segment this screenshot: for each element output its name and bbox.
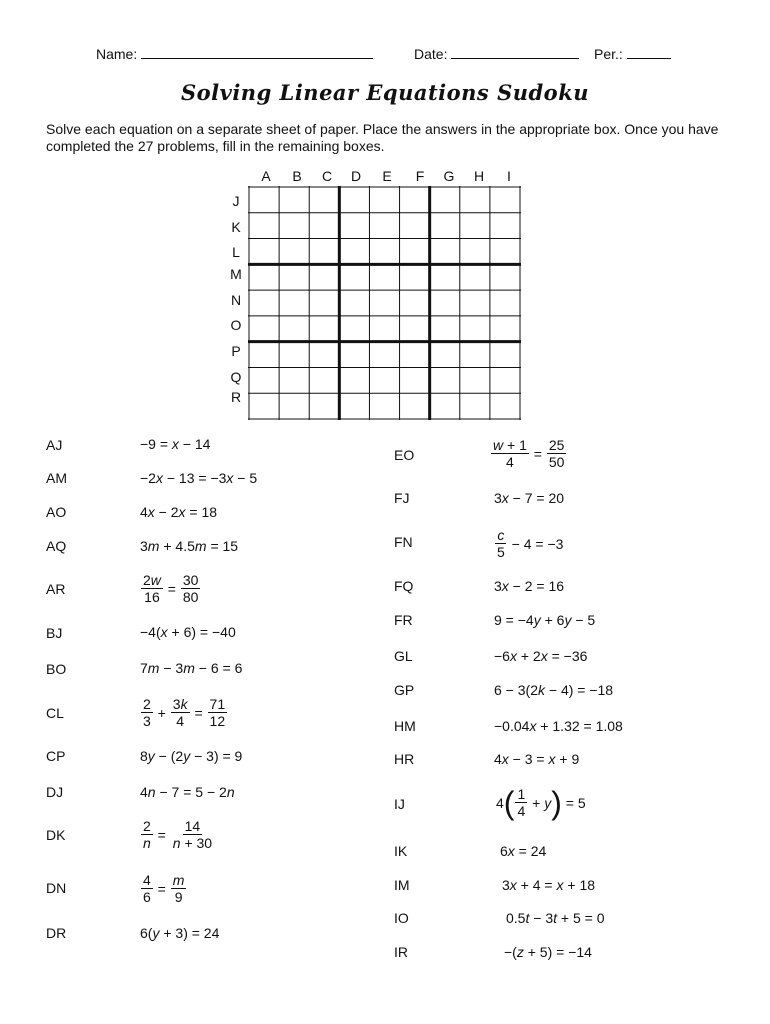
problem-equation: w + 1 4 = 25 50 (493, 437, 565, 470)
grid-cell-aj[interactable] (250, 188, 278, 212)
problem-equation: 3 x − 7 = 20 (494, 490, 565, 506)
problem-label: FJ (394, 490, 410, 506)
sudoku-grid-lines (248, 186, 521, 420)
problem-equation: 6 x = 24 (500, 843, 547, 859)
name-label: Name: (96, 46, 138, 62)
problem-equation: 4 x − 2 x = 18 (140, 504, 218, 520)
grid-cell-ip[interactable] (491, 343, 519, 367)
grid-cell-eq[interactable] (370, 368, 398, 392)
row-header-k: K (231, 219, 241, 235)
problem-label: AR (46, 581, 66, 597)
instructions: Solve each equation on a separate sheet of paper. Place the answers in the appropriate box. Once you have completed the 27 problems, fill in the remaining boxes. (46, 121, 719, 154)
grid-cell-hn[interactable] (461, 291, 489, 315)
column-header-g: G (443, 168, 455, 184)
problem-equation: 0.5 t − 3 t + 5 = 0 (506, 910, 605, 926)
grid-cell-hr[interactable] (461, 394, 489, 418)
problem-label: CP (46, 748, 66, 764)
problem-label: IO (394, 910, 409, 926)
grid-cell-dl[interactable] (340, 240, 368, 264)
grid-cell-im[interactable] (491, 265, 519, 289)
period-label: Per.: (594, 46, 623, 62)
grid-cell-fo[interactable] (401, 317, 429, 341)
grid-cell-dm[interactable] (340, 265, 368, 289)
grid-cell-il[interactable] (491, 240, 519, 264)
problem-label: DN (46, 880, 67, 896)
column-header-b: B (292, 168, 302, 184)
problem-label: AJ (46, 437, 63, 453)
problem-equation: 4 n − 7 = 5 − 2 n (140, 784, 235, 800)
problem-equation: 4 x − 3 = x + 9 (494, 751, 580, 767)
row-header-r: R (230, 389, 242, 405)
row-header-q: Q (230, 369, 242, 385)
problem-equation: 4 6 = m 9 (143, 872, 185, 905)
problem-label: IK (394, 843, 408, 859)
grid-cell-dn[interactable] (340, 291, 368, 315)
grid-cell-bq[interactable] (280, 368, 308, 392)
grid-cell-ik[interactable] (491, 214, 519, 238)
grid-cell-cj[interactable] (310, 188, 338, 212)
column-header-h: H (473, 168, 485, 184)
grid-cell-bl[interactable] (280, 240, 308, 264)
grid-cell-cq[interactable] (310, 368, 338, 392)
column-header-c: C (321, 168, 333, 184)
grid-cell-am[interactable] (250, 265, 278, 289)
grid-cell-ho[interactable] (461, 317, 489, 341)
grid-cell-hl[interactable] (461, 240, 489, 264)
period-field[interactable] (594, 46, 671, 62)
grid-cell-ak[interactable] (250, 214, 278, 238)
grid-cell-bn[interactable] (280, 291, 308, 315)
row-header-m: M (230, 266, 242, 282)
grid-cell-go[interactable] (431, 317, 459, 341)
grid-cell-bo[interactable] (280, 317, 308, 341)
grid-cell-ij[interactable] (491, 188, 519, 212)
problem-label: IR (394, 944, 408, 960)
grid-cell-gq[interactable] (431, 368, 459, 392)
grid-cell-cp[interactable] (310, 343, 338, 367)
grid-cell-gn[interactable] (431, 291, 459, 315)
grid-cell-fq[interactable] (401, 368, 429, 392)
grid-cell-bm[interactable] (280, 265, 308, 289)
grid-cell-fl[interactable] (401, 240, 429, 264)
problem-label: FN (394, 534, 413, 550)
problem-label: AO (46, 504, 67, 520)
grid-cell-gk[interactable] (431, 214, 459, 238)
problem-label: AM (46, 470, 67, 486)
worksheet-title: Solving Linear Equations Sudoku (180, 80, 590, 105)
column-header-d: D (350, 168, 362, 184)
name-field[interactable] (96, 46, 373, 62)
grid-cell-el[interactable] (370, 240, 398, 264)
problem-equation: −2 x − 13 = −3 x − 5 (140, 470, 258, 486)
grid-cell-gl[interactable] (431, 240, 459, 264)
grid-cell-hj[interactable] (461, 188, 489, 212)
row-header-o: O (230, 317, 242, 333)
period-blank[interactable] (627, 58, 671, 59)
problem-equation: 3 x + 4 = x + 18 (502, 877, 596, 893)
grid-cell-br[interactable] (280, 394, 308, 418)
problem-equation: 8 y − (2 y − 3) = 9 (140, 748, 243, 764)
problem-equation: 2 3 + 3k 4 = 71 12 (143, 696, 226, 729)
grid-cell-fm[interactable] (401, 265, 429, 289)
grid-cell-dp[interactable] (340, 343, 368, 367)
grid-cell-hk[interactable] (461, 214, 489, 238)
problem-equation: −6 x + 2 x = −36 (494, 648, 588, 664)
grid-cell-cr[interactable] (310, 394, 338, 418)
problem-label: DK (46, 827, 66, 843)
grid-cell-gm[interactable] (431, 265, 459, 289)
grid-cell-ar[interactable] (250, 394, 278, 418)
problem-equation: −( z + 5) = −14 (504, 944, 592, 960)
problem-label: BJ (46, 625, 63, 641)
grid-cell-aq[interactable] (250, 368, 278, 392)
grid-cell-em[interactable] (370, 265, 398, 289)
problem-equation: 3 m + 4.5 m = 15 (140, 538, 239, 554)
grid-cell-gp[interactable] (431, 343, 459, 367)
grid-cell-eo[interactable] (370, 317, 398, 341)
grid-cell-dk[interactable] (340, 214, 368, 238)
grid-cell-dr[interactable] (340, 394, 368, 418)
problem-label: DJ (46, 784, 64, 800)
problem-equation: 9 = −4 y + 6 y − 5 (494, 612, 596, 628)
grid-cell-hp[interactable] (461, 343, 489, 367)
problem-label: IM (394, 877, 410, 893)
grid-cell-bp[interactable] (280, 343, 308, 367)
grid-cell-dj[interactable] (340, 188, 368, 212)
problem-label: HM (394, 718, 416, 734)
problem-equation: c 5 − 4 = −3 (497, 527, 564, 560)
grid-cell-ck[interactable] (310, 214, 338, 238)
problem-equation: 3 x − 2 = 16 (494, 578, 565, 594)
grid-cell-fp[interactable] (401, 343, 429, 367)
problem-label: FR (394, 612, 413, 628)
problem-label: HR (394, 751, 415, 767)
column-header-a: A (261, 168, 271, 184)
name-blank[interactable] (141, 58, 373, 59)
grid-cell-an[interactable] (250, 291, 278, 315)
row-header-p: P (231, 343, 241, 359)
problem-equation: 6 − 3(2 k − 4) = −18 (494, 682, 614, 698)
grid-cell-ek[interactable] (370, 214, 398, 238)
grid-cell-al[interactable] (250, 240, 278, 264)
grid-cell-gj[interactable] (431, 188, 459, 212)
problem-equation: 2 n = 14 n + 30 (143, 818, 213, 851)
problem-label: GL (394, 648, 413, 664)
grid-cell-cn[interactable] (310, 291, 338, 315)
date-label: Date: (414, 46, 448, 62)
grid-cell-ap[interactable] (250, 343, 278, 367)
problem-equation: −9 = x − 14 (140, 436, 211, 452)
column-header-f: F (415, 168, 425, 184)
grid-cell-gr[interactable] (431, 394, 459, 418)
sudoku-grid[interactable] (248, 186, 521, 420)
grid-cell-do[interactable] (340, 317, 368, 341)
grid-cell-cl[interactable] (310, 240, 338, 264)
date-field[interactable] (414, 46, 579, 62)
grid-cell-fr[interactable] (401, 394, 429, 418)
grid-cell-ej[interactable] (370, 188, 398, 212)
grid-cell-fj[interactable] (401, 188, 429, 212)
grid-cell-ao[interactable] (250, 317, 278, 341)
grid-cell-hq[interactable] (461, 368, 489, 392)
grid-cell-iq[interactable] (491, 368, 519, 392)
problem-label: FQ (394, 578, 414, 594)
grid-cell-ir[interactable] (491, 394, 519, 418)
problem-label: CL (46, 705, 64, 721)
date-blank[interactable] (451, 58, 579, 59)
problem-label: DR (46, 925, 67, 941)
grid-cell-bj[interactable] (280, 188, 308, 212)
grid-cell-dq[interactable] (340, 368, 368, 392)
grid-cell-io[interactable] (491, 317, 519, 341)
problem-equation: 6( y + 3) = 24 (140, 925, 220, 941)
grid-cell-en[interactable] (370, 291, 398, 315)
problem-label: EO (394, 447, 415, 463)
problem-equation: −4( x + 6) = −40 (140, 624, 236, 640)
grid-cell-in[interactable] (491, 291, 519, 315)
problem-label: GP (394, 682, 415, 698)
row-header-n: N (230, 292, 242, 308)
grid-cell-ep[interactable] (370, 343, 398, 367)
grid-cell-fn[interactable] (401, 291, 429, 315)
grid-cell-er[interactable] (370, 394, 398, 418)
problem-equation: −0.04 x + 1.32 = 1.08 (494, 718, 623, 734)
grid-cell-hm[interactable] (461, 265, 489, 289)
row-header-l: L (232, 244, 240, 260)
problem-label: AQ (46, 538, 67, 554)
problem-label: IJ (394, 796, 405, 812)
problem-label: BO (46, 661, 67, 677)
grid-cell-bk[interactable] (280, 214, 308, 238)
problem-equation: 2w 16 = 30 80 (143, 572, 199, 605)
grid-cell-co[interactable] (310, 317, 338, 341)
grid-cell-cm[interactable] (310, 265, 338, 289)
problem-equation: 4 ( 1 4 + y ) = 5 (496, 784, 586, 821)
grid-cell-fk[interactable] (401, 214, 429, 238)
column-header-e: E (382, 168, 392, 184)
row-header-j: J (232, 193, 240, 209)
problem-equation: 7 m − 3 m − 6 = 6 (140, 660, 243, 676)
column-header-i: I (507, 168, 511, 184)
